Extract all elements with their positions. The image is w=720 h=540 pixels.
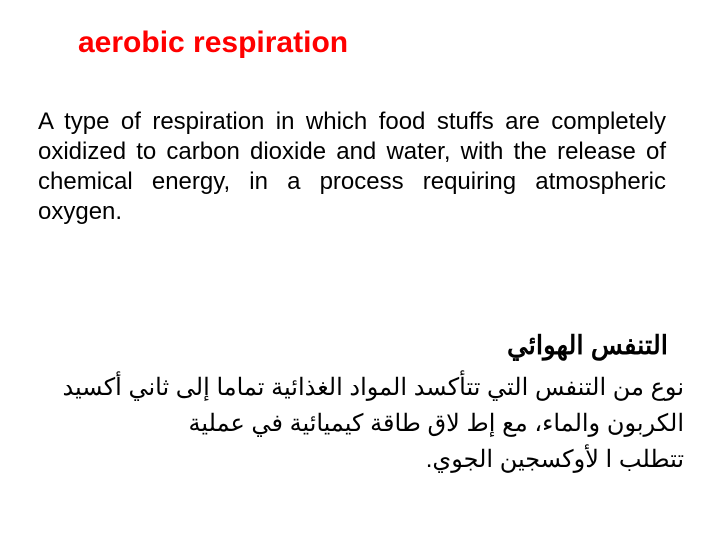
arabic-definition-line: نوع من التنفس التي تتأكسد المواد الغذائية تماما إلى ثاني أكسيد — [62, 374, 684, 401]
arabic-title: التنفس الهوائي — [506, 330, 668, 360]
arabic-definition-line: الكربون والماء، مع إط لاق طاقة كيميائية في عملية — [188, 410, 684, 437]
arabic-definition-line: تتطلب ا لأوكسجين الجوي. — [425, 446, 684, 473]
slide-title: aerobic respiration — [78, 26, 349, 59]
arabic-definition — [34, 370, 684, 478]
english-definition: A type of respiration in which food stuffs are completely oxidized to carbon dioxide and water, with the release of chemical energy, in a process requiring atmospheric oxygen. — [38, 108, 666, 225]
